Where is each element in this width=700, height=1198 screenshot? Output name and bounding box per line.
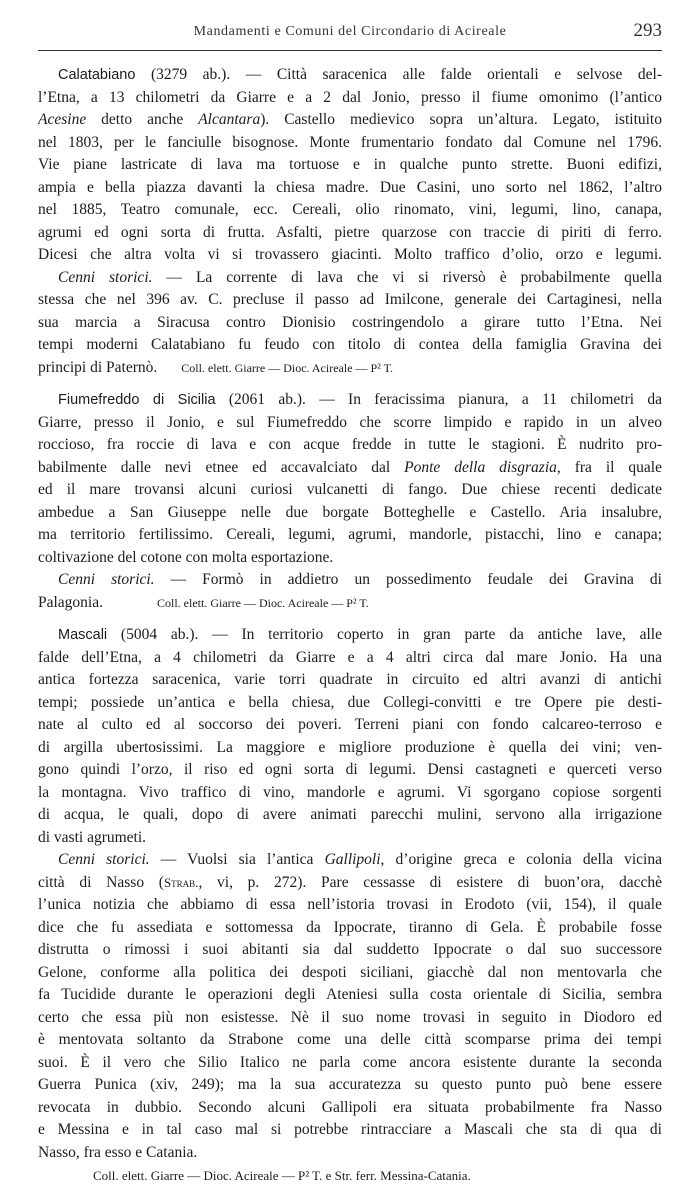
entry-title: Mascali xyxy=(58,627,108,643)
text-line: di acqua, le quali, dopo di avere animati parecchi mulini, servono alla irrigazione xyxy=(38,806,662,823)
text-line: l’unica notizia che abbiamo di essa nell’istoria trovasi in Erodoto (vii, 154), il quale xyxy=(38,896,662,913)
text-line: Vie piane lastricate di lava ma tortuose e in qualche punto strette. Buoni edifizi, xyxy=(38,156,662,173)
text-line: Guerra Punica (xiv, 249); ma la sua accuratezza su questo punto può bene essere xyxy=(38,1076,662,1093)
text-line: Gelone, conforme alla politica dei despoti siciliani, giacchè dal non mentovarla che xyxy=(38,963,662,981)
text-line: Calatabiano (3279 ab.). — Città saracenica alle falde orientali e selvose del- xyxy=(58,66,662,83)
text-line: ampia e bella piazza davanti la chiesa madre. Due Casini, uno sorto nel 1862, l’altro xyxy=(38,178,662,196)
text-line: tempi moderni Calatabiano fu feudo con titolo di contea della famiglia Gravina dei xyxy=(38,336,662,353)
text-line: tempi; possiede un’antica e bella chiesa, due Collegi-convitti e tre Opere pie desti- xyxy=(38,693,662,711)
text-line: certo che essa più non esistesse. Nè il suo nome trovasi in seguito in Diodoro ed xyxy=(38,1008,662,1026)
text-line: nate al culto ed al soccorso dei poveri. Terreni piani con fondo calcareo-terroso e xyxy=(38,716,662,733)
text-line: babilmente dalle nevi etnee ed accavalciato dal Ponte della disgrazia, fra il quale xyxy=(38,458,662,476)
text-line: gono quindi l’orzo, il riso ed ogni sorta di legumi. Densi castagneti e querceti verso xyxy=(38,761,662,778)
entry-title: Calatabiano xyxy=(58,67,136,83)
text-line: dice che fu assediata e sottomessa da Ippocrate, tiranno di Gela. È probabile fosse xyxy=(38,918,662,936)
page-number: 293 xyxy=(633,20,662,41)
text-line: suoi. È il vero che Silio Italico ne parla come ancora esistente durante la seconda xyxy=(38,1053,662,1071)
text-line: revocata in dubbio. Secondo alcuni Gallipoli era situata probabilmente fra Nasso xyxy=(38,1098,662,1116)
text-line: nel 1885, Teatro comunale, ecc. Cereali, olio rinomato, vini, legumi, lino, canapa, xyxy=(38,201,662,218)
text-line: nel 1803, per le fanciulle bisognose. Monte frumentario fondato dal Comune nel 1796. xyxy=(38,133,662,151)
cenni-storici-label: Cenni storici. xyxy=(58,268,153,286)
text-line: ambedue a San Giuseppe nelle due borgate Botteghelle e Castello. Aria insalubre, xyxy=(38,503,662,521)
collegio-note: Coll. elett. Giarre — Dioc. Acireale — P² T. e Str. ferr. Messina-Catania. xyxy=(93,1168,471,1183)
text-line: distrutta o rimossi i suoi abitanti sia dal suddetto Ippocrate o dal suo successore xyxy=(38,941,662,958)
text-line: Mascali (5004 ab.). — In territorio coperto in gran parte da antiche lave, alle xyxy=(58,626,662,643)
text-line: agrumi ed ogni sorta di frutta. Asfalti, pietre quarzose con traccie di piriti di ferro. xyxy=(38,223,662,241)
text-line: Nasso, fra esso e Catania. xyxy=(38,1143,198,1161)
text-line: Dicesi che altra volta vi si trovassero giacinti. Molto traffico d’olio, orzo e legumi. xyxy=(38,246,662,263)
text-line: ed il mare trovansi alcuni curiosi vulcanetti di fango. Due chiese recenti dedicate xyxy=(38,481,662,498)
text-line: Cenni storici. — Vuolsi sia l’antica Gallipoli, d’origine greca e colonia della vicina xyxy=(58,851,662,868)
text-line: Giarre, presso il Jonio, e sul Fiumefreddo che scorre limpido e rapido in un alveo xyxy=(38,413,662,431)
text-line: Acesine detto anche Alcantara). Castello medievico sopra un’altura. Legato, istituito xyxy=(38,111,662,128)
page-body xyxy=(38,64,662,1198)
cenni-storici-label: Cenni storici. xyxy=(58,851,150,868)
text-line: principi di Paternò. Coll. elett. Giarre — Dioc. Acireale — P² T. xyxy=(38,358,394,376)
text-line: è mentovata soltanto da Strabone come una delle città scomparse prima dei tempi xyxy=(38,1031,662,1048)
cenni-storici-label: Cenni storici. xyxy=(58,571,155,588)
text-line: la montagna. Vivo traffico di vino, mandorle e agrumi. Vi sgorgano copiose sorgenti xyxy=(38,783,662,801)
text-line: Cenni storici. — La corrente di lava che vi si riversò è probabilmente quella xyxy=(58,268,662,286)
text-line: fa Tucidide durante le operazioni degli Ateniesi sulla costa orientale di Sicilia, sembra xyxy=(38,986,662,1003)
entry-fiumefreddo xyxy=(38,389,662,614)
text-line: sua marcia a Siracusa contro Dionisio costringendolo a girare tutto l’Etna. Nei xyxy=(38,313,662,331)
text-line: antica fortezza saracenica, varie torri quadrate in circuito ed altri avanzi di antichi xyxy=(38,671,662,688)
collegio-note: Coll. elett. Giarre — Dioc. Acireale — P² T. xyxy=(157,595,369,610)
text-line: ma territorio fertilissimo. Cereali, legumi, agrumi, mandorle, pistacchi, lino e canapa; xyxy=(38,526,662,543)
entry-title: Fiumefreddo di Sicilia xyxy=(58,392,216,408)
entry-mascali xyxy=(38,624,662,1188)
text-line: di vasti agrumeti. xyxy=(38,828,147,846)
text-line: falde dell’Etna, a 4 chilometri da Giarre e a 4 altri circa dal mare Jonio. Ha una xyxy=(38,648,662,666)
running-title: Mandamenti e Comuni del Circondario di Acireale xyxy=(193,24,507,39)
text-line: coltivazione del cotone con molta esportazione. xyxy=(38,548,334,566)
text-line: Palagonia. Coll. elett. Giarre — Dioc. Acireale — P² T. xyxy=(38,593,369,611)
text-line: Fiumefreddo di Sicilia (2061 ab.). — In feracissima pianura, a 11 chilometri da xyxy=(58,391,662,408)
page-header xyxy=(38,20,662,51)
text-line: città di Nasso (Strab., vi, p. 272). Pare cessasse di esistere di buon’ora, dacchè xyxy=(38,873,662,891)
collegio-note: Coll. elett. Giarre — Dioc. Acireale — P² T. xyxy=(181,360,394,375)
text-line: Cenni storici. — Formò in addietro un possedimento feudale dei Gravina di xyxy=(58,571,662,588)
text-line: l’Etna, a 13 chilometri da Giarre e a 2 dal Jonio, presso il fiume omonimo (l’antico xyxy=(38,88,662,106)
text-line: di argilla ubertosissimi. La maggiore e migliore produzione è quella dei vini; ven- xyxy=(38,738,662,756)
text-line: roccioso, fra roccie di lava e con acque fredde in tutte le stagioni. È nudrito pro- xyxy=(38,436,662,453)
text-line: e Messina e in tal caso mal si potrebbe rintracciare a Mascali che sta di qua di xyxy=(38,1121,662,1138)
text-line: stessa che nel 396 av. C. precluse il passo ad Imilcone, generale dei Cartaginesi, nella xyxy=(38,291,662,308)
entry-calatabiano xyxy=(38,64,662,379)
